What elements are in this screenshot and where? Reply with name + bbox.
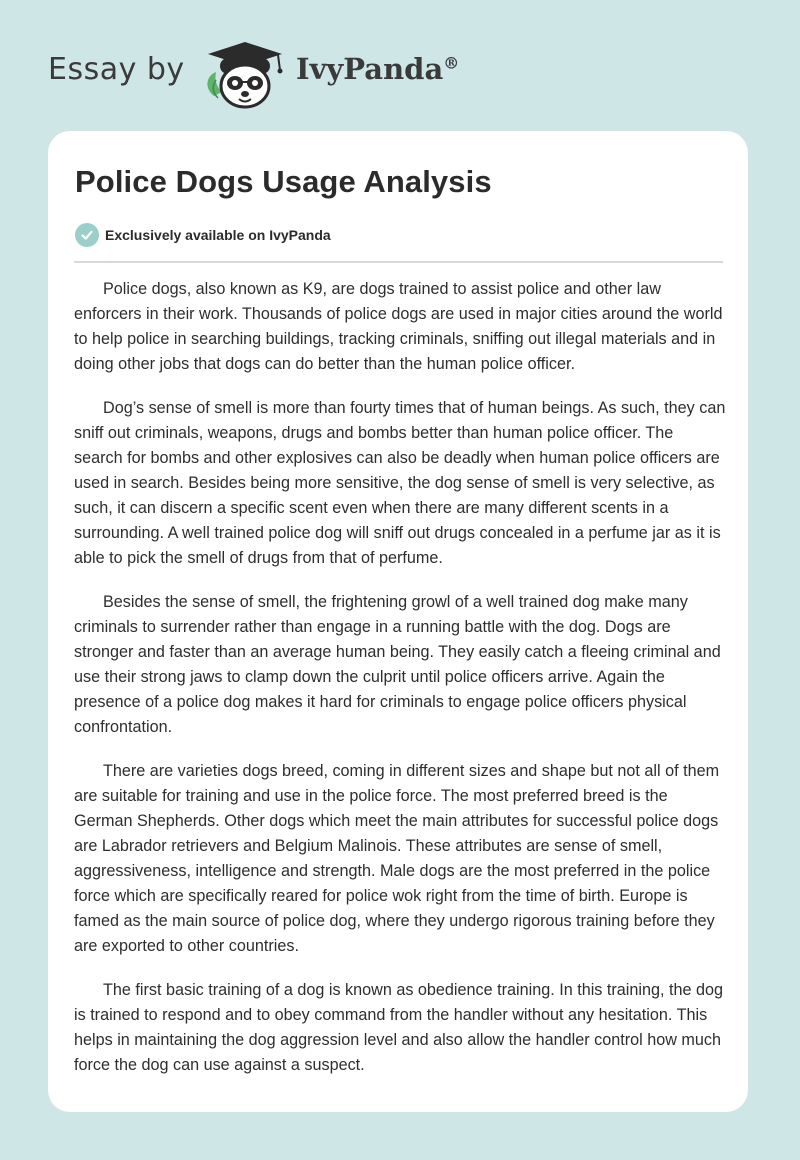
panda-graduate-icon[interactable] xyxy=(200,36,292,110)
brand-name-text: IvyPanda xyxy=(296,52,444,86)
site-header xyxy=(0,0,800,130)
essay-by-label: Essay by xyxy=(48,52,185,87)
paragraph-1: Police dogs, also known as K9, are dogs trained to assist police and other law enforcers in their work. Thousands of police dogs are used in major cities around the world to help police in searching buildings, tracking criminals, sniffing out illegal materials and in doing other jobs that dogs can do better than the human police officer. xyxy=(74,280,723,373)
registered-mark: ® xyxy=(443,53,460,73)
paragraph-2: Dog’s sense of smell is more than fourty times that of human beings. As such, they can sniff out criminals, weapons, drugs and bombs better than human police officer. The search for bombs and other explosives can also be deadly when human police officers are used in search. Besides being more sensitive, the dog sense of smell is very selective, as such, it can discern a specific scent even when there are many different scents in a surrounding. A well trained police dog will sniff out drugs concealed in a perfume jar as it is able to pick the smell of drugs from that of perfume. xyxy=(74,399,726,567)
article-body xyxy=(74,277,726,1097)
check-icon xyxy=(75,223,99,247)
paragraph-3: Besides the sense of smell, the frightening growl of a well trained dog make many criminals to surrender rather than engage in a running battle with the dog. Dogs are stronger and faster than an average human being. They easily catch a fleeing criminal and use their strong jaws to clamp down the culprit until police officers arrive. Again the presence of a police dog makes it hard for criminals to engage police officers physical confrontation. xyxy=(74,593,721,736)
exclusive-badge xyxy=(75,223,331,247)
brand-name[interactable] xyxy=(296,52,459,86)
exclusive-badge-label: Exclusively available on IvyPanda xyxy=(105,227,331,243)
paragraph-5: The first basic training of a dog is known as obedience training. In this training, the dog is trained to respond and to obey command from the handler without any hesitation. This helps in maintaining the dog aggression level and also allow the handler control how much force the dog can use against a suspect. xyxy=(74,981,723,1074)
page-title: Police Dogs Usage Analysis xyxy=(75,164,492,199)
paragraph-4: There are varieties dogs breed, coming in different sizes and shape but not all of them are suitable for training and use in the police force. The most preferred breed is the German Shepherds. Other dogs which meet the main attributes for successful police dogs are Labrador retrievers and Belgium Malinois. These attributes are sense of smell, aggressiveness, intelligence and strength. Male dogs are the most preferred in the police force which are specifically reared for police wok right from the time of birth. Europe is famed as the main source of police dog, where they undergo rigorous training before they are exported to other countries. xyxy=(74,762,720,955)
article-card xyxy=(48,131,748,1112)
title-divider xyxy=(74,261,723,263)
